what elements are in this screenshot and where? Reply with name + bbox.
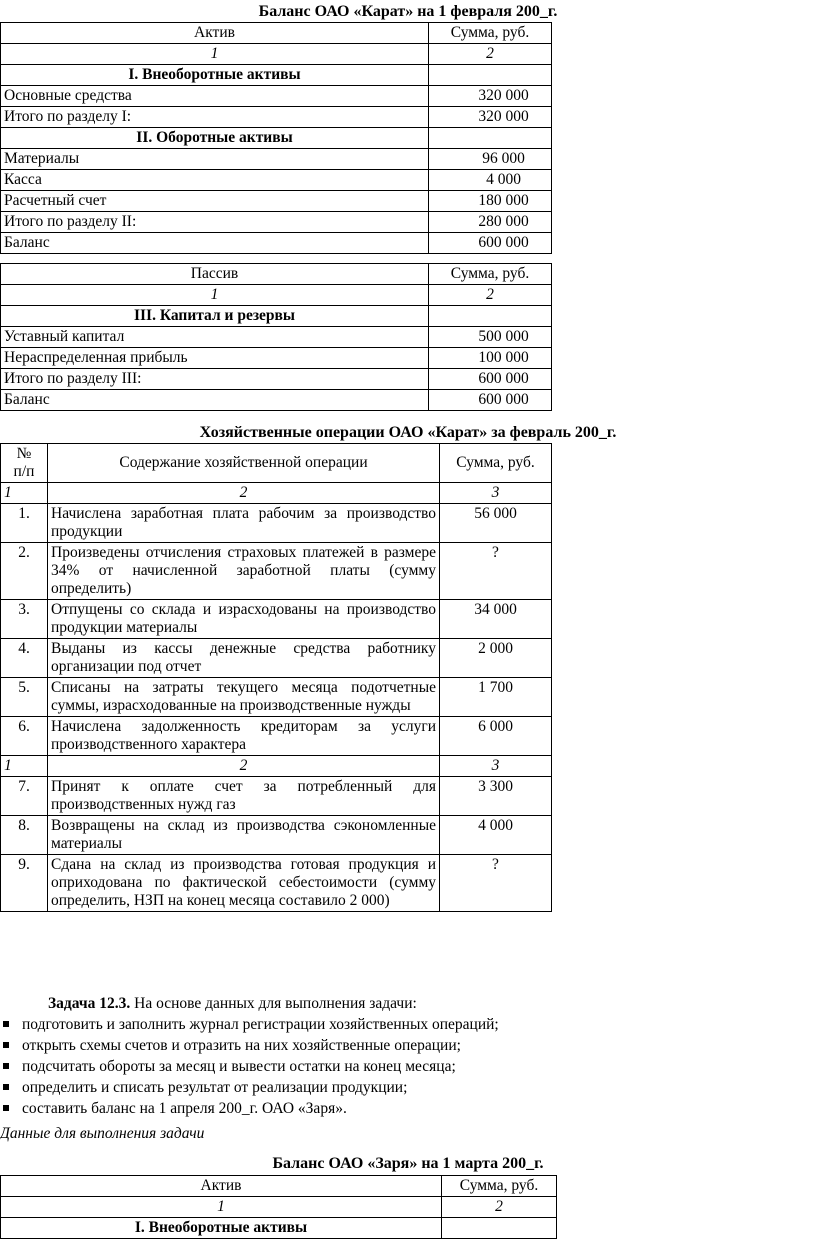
table-row bbox=[1, 816, 552, 855]
row-value: 2 000 bbox=[440, 639, 552, 678]
col-number: 1 bbox=[1, 483, 48, 504]
operations-title: Хозяйственные операции ОАО «Карат» за февраль 200_г. bbox=[199, 424, 617, 441]
col-number: 2 bbox=[429, 44, 552, 65]
table-row bbox=[1, 390, 552, 411]
row-value: 1 700 bbox=[440, 678, 552, 717]
content-header: Содержание хозяйственной операции bbox=[48, 444, 440, 483]
data-label: Данные для выполнения задачи bbox=[0, 1125, 205, 1142]
row-value: 180 000 bbox=[429, 191, 552, 212]
row-label: Итого по разделу I: bbox=[1, 107, 429, 128]
row-number: 3. bbox=[1, 600, 48, 639]
row-value: 34 000 bbox=[440, 600, 552, 639]
table-row bbox=[1, 191, 552, 212]
table-row bbox=[1, 170, 552, 191]
row-text: Начислена заработная плата рабочим за производство продукции bbox=[48, 504, 440, 543]
task-block bbox=[0, 993, 816, 1144]
row-value: ? bbox=[440, 855, 552, 912]
row-number: 6. bbox=[1, 717, 48, 756]
task-item: открыть схемы счетов и отразить на них хозяйственные операции; bbox=[0, 1035, 816, 1056]
table-row bbox=[1, 855, 552, 912]
row-value: 600 000 bbox=[429, 233, 552, 254]
table-row bbox=[1, 504, 552, 543]
row-label: Итого по разделу II: bbox=[1, 212, 429, 233]
row-value: 600 000 bbox=[429, 369, 552, 390]
num-header: № п/п bbox=[1, 444, 48, 483]
row-text: Сдана на склад из производства готовая продукция и оприходована по фактической себестоимости (сумму определить, НЗП на конец месяца составило 2 000) bbox=[48, 855, 440, 912]
row-label: Нераспределенная прибыль bbox=[1, 348, 429, 369]
row-text: Начислена задолженность кредиторам за услуги производственного характера bbox=[48, 717, 440, 756]
col-number: 2 bbox=[48, 756, 440, 777]
row-value: 96 000 bbox=[429, 149, 552, 170]
asset-header: Актив bbox=[1, 1176, 442, 1197]
balance1-passive-table bbox=[0, 263, 552, 411]
row-number: 9. bbox=[1, 855, 48, 912]
table-row bbox=[1, 212, 552, 233]
table-row bbox=[1, 600, 552, 639]
table-row bbox=[1, 327, 552, 348]
section-heading: III. Капитал и резервы bbox=[1, 306, 429, 327]
row-value: 320 000 bbox=[429, 107, 552, 128]
table-row bbox=[1, 369, 552, 390]
row-text: Отпущены со склада и израсходованы на производство продукции материалы bbox=[48, 600, 440, 639]
section-heading: I. Внеоборотные активы bbox=[1, 65, 429, 86]
row-number: 7. bbox=[1, 777, 48, 816]
row-text: Выданы из кассы денежные средства работнику организации под отчет bbox=[48, 639, 440, 678]
row-value: 100 000 bbox=[429, 348, 552, 369]
sum-header: Сумма, руб. bbox=[442, 1176, 557, 1197]
asset-header: Актив bbox=[1, 23, 429, 44]
sum-header: Сумма, руб. bbox=[429, 23, 552, 44]
table-row bbox=[1, 86, 552, 107]
row-label: Баланс bbox=[1, 233, 429, 254]
task-label: Задача 12.3. bbox=[48, 995, 131, 1012]
task-heading bbox=[0, 993, 816, 1014]
table-row bbox=[1, 149, 552, 170]
table-row bbox=[1, 717, 552, 756]
row-text: Списаны на затраты текущего месяца подотчетные суммы, израсходованные на производственные нужды bbox=[48, 678, 440, 717]
col-number: 2 bbox=[442, 1197, 557, 1218]
table-row bbox=[1, 107, 552, 128]
row-value: 4 000 bbox=[440, 816, 552, 855]
row-label: Итого по разделу III: bbox=[1, 369, 429, 390]
row-label: Уставный капитал bbox=[1, 327, 429, 348]
row-number: 8. bbox=[1, 816, 48, 855]
row-text: Принят к оплате счет за потребленный для производственных нужд газ bbox=[48, 777, 440, 816]
balance1-asset-table bbox=[0, 22, 552, 254]
row-text: Возвращены на склад из производства сэкономленные материалы bbox=[48, 816, 440, 855]
table-row bbox=[1, 678, 552, 717]
row-number: 2. bbox=[1, 543, 48, 600]
balance2-title: Баланс ОАО «Заря» на 1 марта 200_г. bbox=[272, 1155, 544, 1172]
row-number: 4. bbox=[1, 639, 48, 678]
task-intro: На основе данных для выполнения задачи: bbox=[130, 995, 417, 1012]
sum-header: Сумма, руб. bbox=[429, 264, 552, 285]
section-heading: I. Внеоборотные активы bbox=[1, 1218, 442, 1239]
row-value: 3 300 bbox=[440, 777, 552, 816]
row-value: 4 000 bbox=[429, 170, 552, 191]
row-value: 600 000 bbox=[429, 390, 552, 411]
sum-header: Сумма, руб. bbox=[440, 444, 552, 483]
balance2-asset-table bbox=[0, 1175, 557, 1239]
row-text: Произведены отчисления страховых платежей в размере 34% от начисленной заработной платы (сумму определить) bbox=[48, 543, 440, 600]
col-number: 3 bbox=[440, 756, 552, 777]
task-item: составить баланс на 1 апреля 200_г. ОАО «Заря». bbox=[0, 1098, 816, 1119]
task-item: определить и списать результат от реализации продукции; bbox=[0, 1077, 816, 1098]
table-row bbox=[1, 639, 552, 678]
row-number: 1. bbox=[1, 504, 48, 543]
row-number: 5. bbox=[1, 678, 48, 717]
row-label: Баланс bbox=[1, 390, 429, 411]
row-value: 500 000 bbox=[429, 327, 552, 348]
operations-table bbox=[0, 443, 552, 912]
col-number: 2 bbox=[429, 285, 552, 306]
table-row bbox=[1, 543, 552, 600]
col-number: 3 bbox=[440, 483, 552, 504]
row-value: 320 000 bbox=[429, 86, 552, 107]
table-row bbox=[1, 777, 552, 816]
col-number: 1 bbox=[1, 285, 429, 306]
table-row bbox=[1, 348, 552, 369]
col-number: 2 bbox=[48, 483, 440, 504]
passive-header: Пассив bbox=[1, 264, 429, 285]
col-number: 1 bbox=[1, 44, 429, 65]
row-label: Расчетный счет bbox=[1, 191, 429, 212]
row-value: ? bbox=[440, 543, 552, 600]
task-item: подсчитать обороты за месяц и вывести остатки на конец месяца; bbox=[0, 1056, 816, 1077]
row-value: 280 000 bbox=[429, 212, 552, 233]
row-label: Касса bbox=[1, 170, 429, 191]
table-row bbox=[1, 233, 552, 254]
col-number: 1 bbox=[1, 1197, 442, 1218]
balance1-title: Баланс ОАО «Карат» на 1 февраля 200_г. bbox=[258, 3, 558, 20]
row-value: 56 000 bbox=[440, 504, 552, 543]
col-number: 1 bbox=[1, 756, 48, 777]
row-label: Материалы bbox=[1, 149, 429, 170]
row-label: Основные средства bbox=[1, 86, 429, 107]
section-heading: II. Оборотные активы bbox=[1, 128, 429, 149]
task-item: подготовить и заполнить журнал регистрации хозяйственных операций; bbox=[0, 1014, 816, 1035]
row-value: 6 000 bbox=[440, 717, 552, 756]
